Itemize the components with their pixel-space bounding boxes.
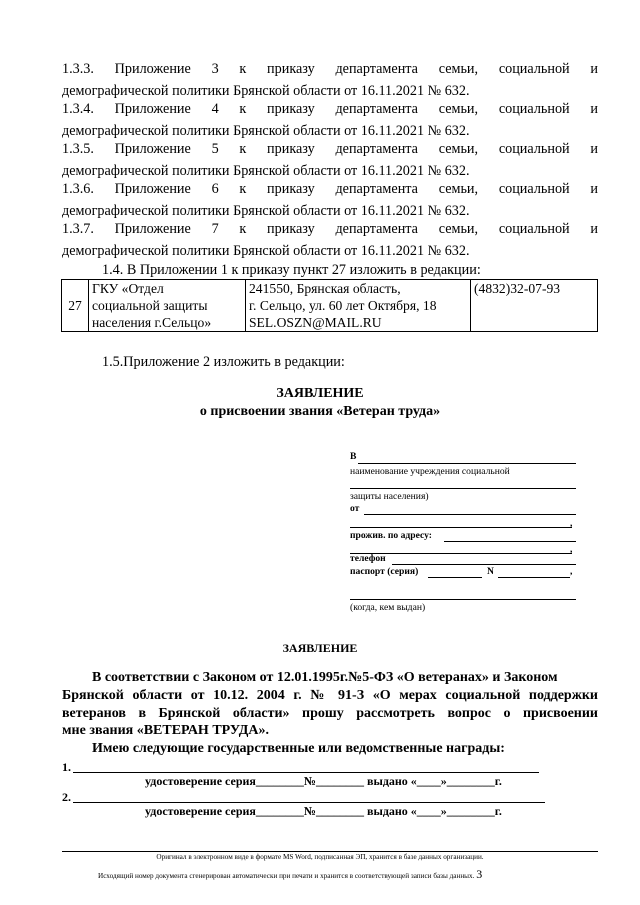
award-number: 1. (62, 760, 71, 774)
amendment-table (61, 279, 598, 332)
address-line (444, 541, 576, 542)
table-cell-phone: (4832)32-07-93 (471, 280, 598, 332)
issued-line (350, 599, 576, 600)
phone-line (392, 564, 576, 565)
item-1-3-5-line2: демографической политики Брянской области от 16.11.2021 № 632. (62, 163, 470, 179)
issued-hint: (когда, кем выдан) (350, 602, 426, 613)
address-line: 241550, Брянская область, (249, 281, 401, 296)
body-line-2: Брянской области от 10.12. 2004 г. № 91-З «О мерах социальной поддержки (62, 688, 598, 703)
from-line-2 (350, 527, 572, 528)
org-line: социальной защиты (92, 298, 208, 313)
comma: , (570, 518, 573, 529)
item-1-4: 1.4. В Приложении 1 к приказу пункт 27 изложить в редакции: (102, 262, 481, 278)
passport-series-line (428, 577, 482, 578)
table-cell-organization (89, 280, 246, 332)
address-line: SEL.OSZN@MAIL.RU (249, 315, 382, 330)
table-cell-number: 27 (62, 280, 89, 332)
body-line-1: В соответствии с Законом от 12.01.1995г.№5-ФЗ «О ветеранах» и Законом (92, 670, 558, 685)
footer-divider (62, 851, 598, 852)
award-certificate: удостоверение серия________№________ выдано «____»________г. (145, 804, 502, 818)
item-1-3-7-line2: демографической политики Брянской области от 16.11.2021 № 632. (62, 243, 470, 259)
institution-line (358, 463, 576, 464)
item-1-5: 1.5.Приложение 2 изложить в редакции: (102, 354, 345, 370)
award-line (73, 802, 545, 803)
comma: , (570, 544, 573, 555)
org-line: ГКУ «Отдел (92, 281, 164, 296)
form-subtitle: о присвоении звания «Ветеран труда» (199, 404, 441, 419)
item-1-3-3-line2: демографической политики Брянской области от 16.11.2021 № 632. (62, 83, 470, 99)
body-line-4: мне звания «ВЕТЕРАН ТРУДА». (62, 723, 269, 738)
phone-label: телефон (350, 553, 386, 564)
address-label: прожив. по адресу: (350, 530, 432, 541)
awards-intro: Имею следующие государственные или ведомственные награды: (92, 741, 505, 756)
table-cell-address (246, 280, 471, 332)
item-1-3-6-line2: демографической политики Брянской области от 16.11.2021 № 632. (62, 203, 470, 219)
passport-label: паспорт (серия) (350, 566, 419, 577)
item-1-3-3-line1: 1.3.3. Приложение 3 к приказу департамента семьи, социальной и (62, 61, 598, 77)
body-line-3: ветеранов в Брянской области» прошу рассмотреть вопрос о присвоении (62, 706, 598, 721)
org-line: населения г.Сельцо» (92, 315, 212, 330)
address-line: г. Сельцо, ул. 60 лет Октября, 18 (249, 298, 437, 313)
institution-line-2 (350, 488, 576, 489)
passport-number-label: N (487, 566, 494, 577)
footer-line-1: Оригинал в электронном виде в формате MS Word, подписанная ЭП, хранится в базе данных организации. (156, 853, 484, 861)
from-label: от (350, 503, 360, 514)
item-1-3-4-line1: 1.3.4. Приложение 4 к приказу департамента семьи, социальной и (62, 101, 598, 117)
to-label: В (350, 451, 357, 462)
item-1-3-5-line1: 1.3.5. Приложение 5 к приказу департамента семьи, социальной и (62, 141, 598, 157)
application-heading: ЗАЯВЛЕНИЕ (282, 641, 358, 655)
from-line (364, 514, 576, 515)
passport-number-line (498, 577, 570, 578)
footer-line-2 (98, 867, 482, 882)
form-title: ЗАЯВЛЕНИЕ (276, 386, 364, 401)
footer-line-2-text: Исходящий номер документа сгенерирован автоматически при печати и хранится в соответствующей записи базы данных. (98, 872, 475, 880)
award-certificate: удостоверение серия________№________ выдано «____»________г. (145, 774, 502, 788)
institution-hint-2: защиты населения) (350, 491, 429, 502)
item-1-3-7-line1: 1.3.7. Приложение 7 к приказу департамента семьи, социальной и (62, 221, 598, 237)
item-1-3-6-line1: 1.3.6. Приложение 6 к приказу департамента семьи, социальной и (62, 181, 598, 197)
comma: , (570, 566, 573, 577)
item-1-3-4-line2: демографической политики Брянской области от 16.11.2021 № 632. (62, 123, 470, 139)
award-line (73, 772, 539, 773)
page-number: 3 (476, 867, 483, 881)
award-number: 2. (62, 790, 71, 804)
table-row (62, 280, 598, 332)
institution-hint: наименование учреждения социальной (350, 466, 510, 477)
